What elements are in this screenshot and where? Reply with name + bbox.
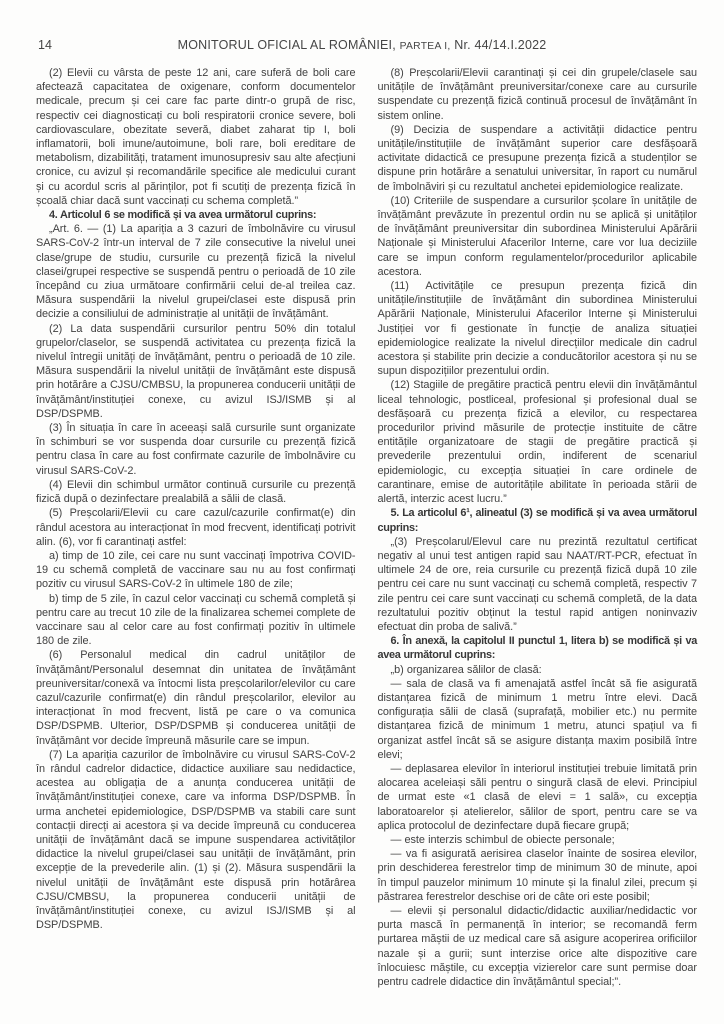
page-number: 14 xyxy=(38,38,52,52)
paragraph: (9) Decizia de suspendare a activității didactice pentru unitățile/instituțiile de învățământ superior care desfășoară activitate didactică ce presupune prezența fizică a studenților se dispune prin hotărâre a senatului universitar, în raport cu numărul de îmbolnăviri și cu rezultatul anchetei epidemiologice realizate. xyxy=(377,123,697,193)
running-head xyxy=(0,38,724,52)
paragraph: — sala de clasă va fi amenajată astfel încât să fie asigurată distanțarea fizică de minimum 1 metru între elevi. Dacă configurația sălii de clasă (suprafață, mobilier etc.) nu permite distanțarea fizică de minimum 1 metru, atunci spațiul va fi organizat astfel încât să se asigure distanța maxim posibilă între elevi; xyxy=(377,677,697,761)
paragraph: (3) În situația în care în aceeași sală cursurile sunt organizate în schimburi se vor suspenda doar cursurile cu prezență fizică pentru clasa în care au fost confirmate cazurile de îmbolnăvire cu virusul SARS-CoV-2. xyxy=(36,422,356,477)
paragraph: (12) Stagiile de pregătire practică pentru elevii din învățământul liceal tehnologic, postliceal, profesional și profesional dual se desfășoară cu prezența fizică a elevilor, cu respectarea procedurilor privind măsurile de protecție instituite de către entitățile organizatoare de stagii de pregătire practică și prevederile prezentului ordin, indiferent de scenariul epidemiologic, cu excepția situației în care ordinele de carantinare, emise de autoritățile abilitate în perioada stării de alertă, interzic acest lucru.” xyxy=(377,379,697,506)
article-heading: 4. Articolul 6 se modifică și va avea următorul cuprins: xyxy=(49,209,317,222)
paragraph: a) timp de 10 zile, cei care nu sunt vaccinați împotriva COVID-19 cu schemă completă de vaccinare sau nu au fost confirmați pozitiv cu virusul SARS-CoV-2 în ultimele 180 de zile; xyxy=(36,549,356,591)
article-heading: 5. La articolul 6¹, alineatul (3) se modifică și va avea următorul cuprins: xyxy=(377,507,697,534)
paragraph: „b) organizarea sălilor de clasă: xyxy=(390,663,542,676)
running-head-part: PARTEA I, xyxy=(399,41,451,52)
article-heading: 6. În anexă, la capitolul II punctul 1, litera b) se modifică și va avea următorul cuprins: xyxy=(377,635,697,662)
paragraph: (5) Preșcolarii/Elevii cu care cazul/cazurile confirmat(e) din rândul acestora au interacționat în mod frecvent, identificați potrivit alin. (6), vor fi carantinați astfel: xyxy=(36,507,356,548)
page-header xyxy=(0,38,724,54)
paragraph: „Art. 6. — (1) La apariția a 3 cazuri de îmbolnăvire cu virusul SARS-CoV-2 într-un interval de 7 zile consecutive la nivelul unei clase/grupe de studiu, cursurile cu prezență fizică la nivelul clasei/grupei respective se suspendă pentru o perioadă de 10 zile începând cu ziua următoare confirmării celui de-al treilea caz. Măsura suspendării la nivelul grupei/clasei este dispusă prin decizie a consiliului de administrație al unității de învățământ. xyxy=(36,223,356,321)
paragraph: (11) Activitățile ce presupun prezența fizică din unitățile/instituțiile de învățământ din subordinea Ministerului Apărării Naționale, Ministerului Afacerilor Interne și Ministerului Justiției vor fi gestionate în funcție de analiza situației epidemiologice realizate la nivelul direcțiilor medicale din cadrul acestora și stabilite prin decizie a conducătorilor acestora și nu se supun dispozițiilor prezentului ordin. xyxy=(377,280,697,378)
paragraph: — va fi asigurată aerisirea claselor înainte de sosirea elevilor, prin deschiderea ferestrelor timp de minimum 30 de minute, apoi în timpul pauzelor minimum 10 minute și la finalul zilei, precum și păstrarea ferestrelor deschise ori de câte ori este posibil; xyxy=(377,848,697,903)
paragraph: (10) Criteriile de suspendare a cursurilor școlare în unitățile de învățământ prevăzute în prezentul ordin nu se aplică și unităților de învățământ preuniversitar din subordinea Ministerului Apărării Naționale și Ministerului Afacerilor Interne, care vor lua deciziile care se impun conform regulamentelor/procedurilor aplicabile acestora. xyxy=(377,194,697,278)
paragraph: — elevii și personalul didactic/didactic auxiliar/nedidactic vor purta mască în permanență în interior; se recomandă ferm purtarea măștii de uz medical care să asigure acoperirea orificiilor nazale și a gurii; sunt interzise orice alte dispozitive care înlocuiesc măștile, cu excepția vizierelor care sunt permise doar pentru cadrele didactice din învățământul special;”. xyxy=(377,904,697,988)
paragraph: b) timp de 5 zile, în cazul celor vaccinați cu schemă completă și pentru care au trecut 10 zile de la finalizarea schemei complete de vaccinare sau al celor care au fost confirmați pozitiv în ultimele 180 de zile. xyxy=(36,592,356,648)
paragraph: (6) Personalul medical din cadrul unităților de învățământ/Personalul desemnat din unitatea de învățământ preuniversitar/conexă va întocmi lista preșcolarilor/elevilor cu care cazul/cazurile confirmat(e) din rândul preșcolarilor, elevilor au interacționat în mod frecvent, listă pe care o va comunica DSP/DSPMB. Ulterior, DSP/DSPMB și conducerea unității de învățământ vor decide împreună măsurile care se impun. xyxy=(36,649,356,747)
paragraph: (4) Elevii din schimbul următor continuă cursurile cu prezență fizică după o dezinfectare prealabilă a sălii de clasă. xyxy=(36,478,356,506)
right-column xyxy=(378,66,698,989)
left-column xyxy=(36,66,356,989)
running-head-issue: Nr. 44/14.I.2022 xyxy=(454,38,547,52)
paragraph: — deplasarea elevilor în interiorul instituției trebuie limitată prin alocarea aceleiași săli pentru o singură clasă de elevi. Principiul de urmat este «1 clasă de elevi = 1 sală», cu excepția laboratoarelor și atelierelor, sălilor de sport, pentru care se va aplica protocolul de dezinfectare după fiecare grupă; xyxy=(377,762,697,832)
paragraph: — este interzis schimbul de obiecte personale; xyxy=(390,833,615,846)
running-head-title: MONITORUL OFICIAL AL ROMÂNIEI, xyxy=(177,38,396,52)
paragraph: (2) La data suspendării cursurilor pentru 50% din totalul grupelor/claselor, se suspendă activitatea cu prezența fizică la nivelul întregii unități de învățământ, pentru o perioadă de 10 zile. Măsura suspendării la nivelul unității de învățământ este dispusă prin hotărâre a CJSU/CMBSU, la propunerea conducerii unității de învățământ/instituției conexe, cu avizul ISJ/ISMB și al DSP/DSPMB. xyxy=(36,322,356,420)
paragraph: „(3) Preșcolarul/Elevul care nu prezintă rezultatul certificat negativ al unui test antigen rapid sau NAAT/RT-PCR, efectuat în ultimele 24 de ore, reia cursurile cu prezență fizică după 10 zile pentru cei care nu sunt vaccinați cu schemă completă, respectiv 7 zile pentru cei care sunt vaccinați cu schemă completă, de la data rezultatului pozitiv obținut la testul rapid antigen noninvaziv efectuat din proba de salivă.” xyxy=(377,535,697,633)
paragraph: (7) La apariția cazurilor de îmbolnăvire cu virusul SARS-CoV-2 în rândul cadrelor didactice, didactice auxiliare sau nedidactice, acestea au obligația de a anunța conducerea unității de învățământ/instituției conexe, care va informa DSP/DSPMB. În urma anchetei epidemiologice, DSP/DSPMB va stabili care sunt contacții direcți ai acestora și va decide împreună cu conducerea unității de învățământ dacă se impune suspendarea activităților didactice la nivelul grupei/clasei sau unității de învățământ, prin excepție de la prevederile alin. (1) și (2). Măsura suspendării la nivelul unității de învățământ este dispusă prin hotărârea CJSU/CMBSU, la propunerea conducerii unității de învățământ/instituției conexe, cu avizul ISJ/ISMB și al DSP/DSPMB. xyxy=(36,748,356,932)
paragraph: (8) Preșcolarii/Elevii carantinați și cei din grupele/clasele sau unitățile de învățământ preuniversitar/conexe care au cursurile suspendate cu prezență fizică continuă procesul de învățământ în sistem online. xyxy=(377,67,697,122)
paragraph: (2) Elevii cu vârsta de peste 12 ani, care suferă de boli care afectează capacitatea de oxigenare, conform documentelor medicale, precum și cei care fac parte dintr-o grupă de risc, respectiv cei diagnosticați cu boli respiratorii cronice severe, boli cardiovasculare, obezitate severă, diabet zaharat tip I, boli inflamatorii, boli imune/autoimune, boli rare, boli ereditare de metabolism, dizabilități, tratament imunosupresiv sau alte afecțiuni cronice, cu avizul și recomandările specifice ale medicului curant și cu acordul scris al părinților, pot fi scutiți de prezența fizică în școală chiar dacă sunt vaccinați cu schema completă.” xyxy=(36,67,356,207)
two-column-body xyxy=(36,66,697,989)
